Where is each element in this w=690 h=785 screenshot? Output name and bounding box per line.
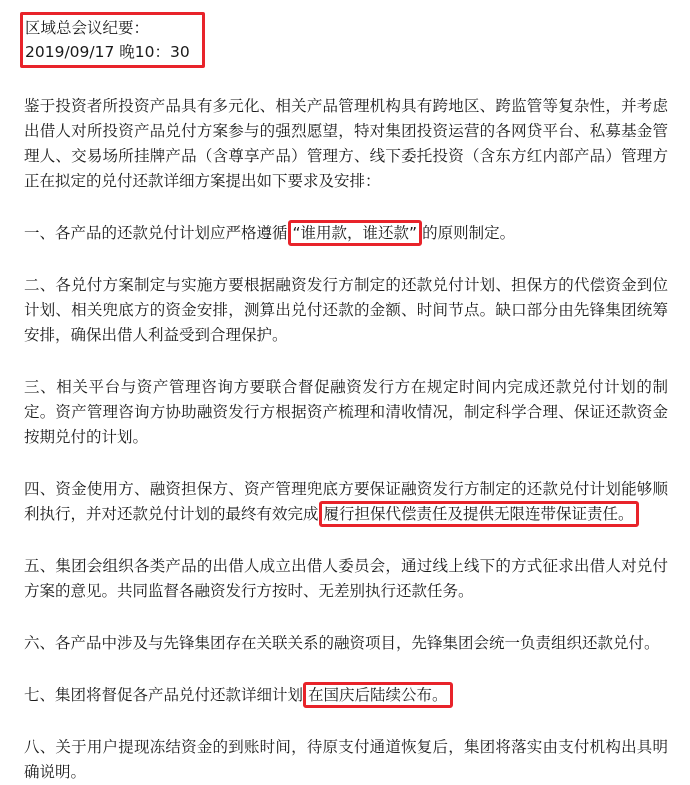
intro-paragraph: 鉴于投资者所投资产品具有多元化、相关产品管理机构具有跨地区、跨监管等复杂性，并考虑出借人对所投资产品兑付方案参与的强烈愿望，特对集团投资运营的各网贷平台、私募基金管理人、交易场所挂牌产品（含尊享产品）管理方、线下委托投资（含东方红内部产品）管理方正在拟定的兑付还款详细方案提出如下要求及安排： — [24, 97, 668, 190]
item-5-paragraph: 五、集团会组织各类产品的出借人成立出借人委员会，通过线上线下的方式征求出借人对兑付方案的意见。共同监督各融资发行方按时、无差别执行还款任务。 — [24, 557, 668, 600]
item-1-text-after: 的原则制定。 — [422, 224, 516, 242]
item-3-paragraph: 三、相关平台与资产管理咨询方要联合督促融资发行方在规定时间内完成还款兑付计划的制定。资产管理咨询方协助融资发行方根据资产梳理和清收情况，制定科学合理、保证还款资金按期兑付的计划。 — [24, 378, 668, 446]
item-7-paragraph — [24, 683, 668, 708]
minutes-title: 区域总会议纪要： — [25, 19, 150, 37]
item-1-highlight: “谁用款，谁还款” — [288, 220, 423, 246]
item-7-highlight: 在国庆后陆续公布。 — [303, 682, 453, 708]
item-6-paragraph: 六、各产品中涉及与先锋集团存在关联关系的融资项目，先锋集团会统一负责组织还款兑付。 — [24, 634, 660, 652]
item-4-paragraph — [24, 477, 668, 527]
meeting-minutes-document — [24, 12, 668, 785]
item-8-paragraph: 八、关于用户提现冻结资金的到账时间，待原支付通道恢复后，集团将落实由支付机构出具明确说明。 — [24, 738, 668, 781]
item-1-paragraph — [24, 221, 668, 246]
item-2-paragraph: 二、各兑付方案制定与实施方要根据融资发行方制定的还款兑付计划、担保方的代偿资金到位计划、相关兜底方的资金安排，测算出兑付还款的金额、时间节点。缺口部分由先锋集团统筹安排，确保出借人利益受到合理保护。 — [24, 276, 668, 344]
item-1-text-before: 一、各产品的还款兑付计划应严格遵循 — [24, 224, 288, 242]
item-4-text-before: 四、资金使用方、融资担保方、资产管理兜底方要保证融资发行方制定的还款兑付计划能够顺利执行，并对还款兑付计划的最终有效完成 — [24, 480, 668, 523]
item-4-highlight: 履行担保代偿责任及提供无限连带保证责任。 — [319, 501, 639, 527]
header-box — [20, 12, 205, 68]
item-7-text-before: 七、集团将督促各产品兑付还款详细计划 — [24, 686, 304, 704]
minutes-datetime: 2019/09/17 晚10：30 — [25, 43, 190, 61]
